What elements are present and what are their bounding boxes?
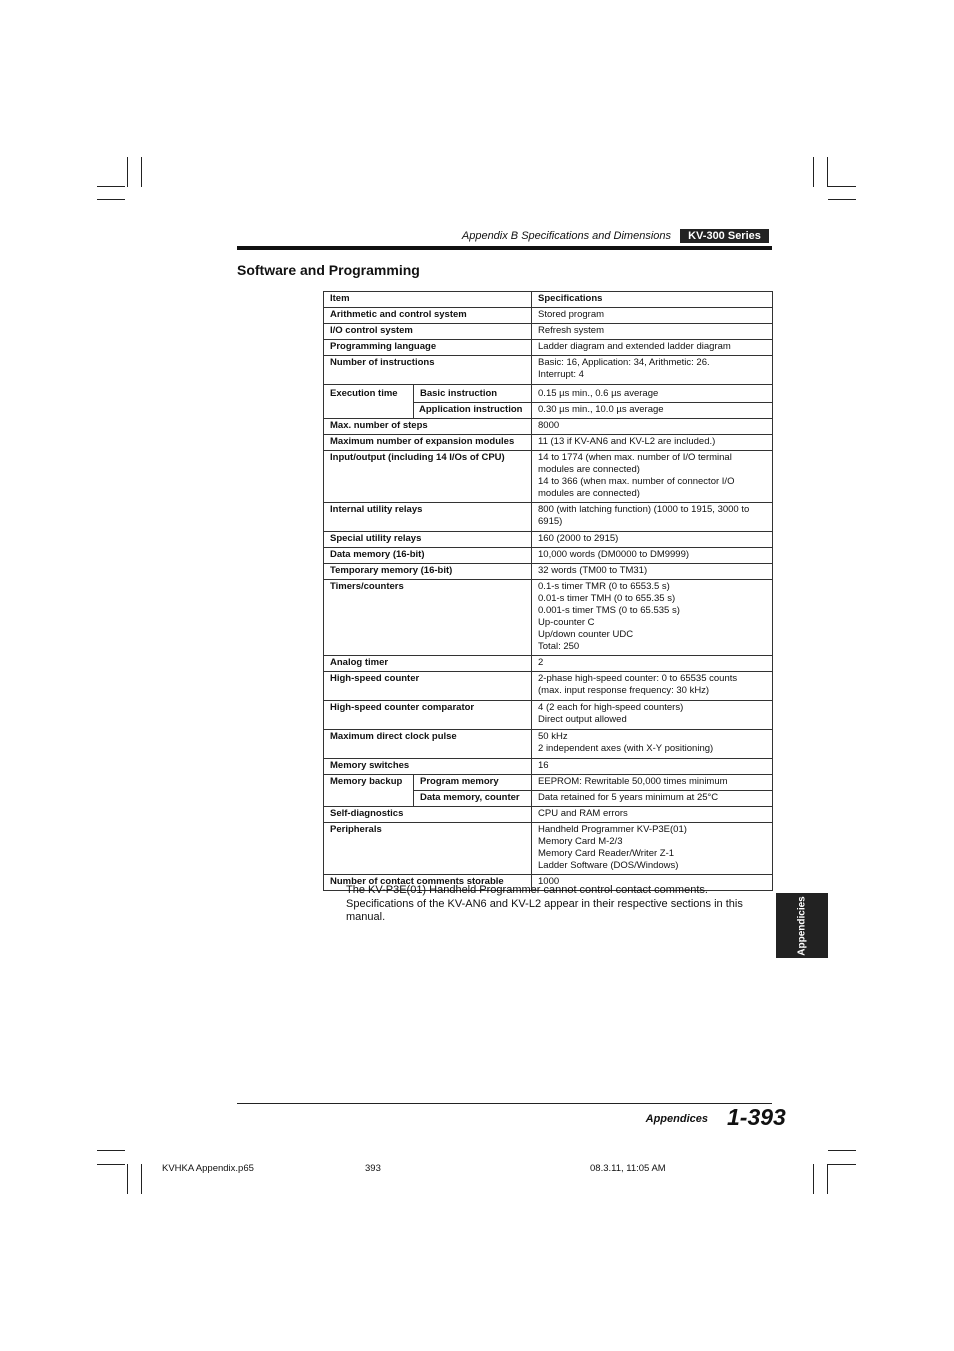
table-row: [324, 451, 773, 503]
notes: [346, 884, 766, 925]
row-sublabel: Basic instruction: [414, 385, 532, 403]
row-value: 0.15 µs min., 0.6 µs average: [532, 385, 773, 403]
slug-file: KVHKA Appendix.p65: [162, 1163, 254, 1174]
row-label: Maximum number of expansion modules: [324, 435, 532, 451]
page-number: 1-393: [727, 1104, 786, 1130]
note-text: The KV-P3E(01) Handheld Programmer cannot control contact comments.: [346, 884, 708, 896]
header-rule: [237, 246, 772, 250]
table-row: [324, 701, 773, 730]
table-row: [324, 419, 773, 435]
table-row: [324, 532, 773, 548]
crop-mark: [827, 157, 828, 187]
row-label: Memory switches: [324, 759, 532, 775]
crop-mark: [97, 1150, 125, 1151]
row-label: Data memory (16-bit): [324, 548, 532, 564]
row-value: EEPROM: Rewritable 50,000 times minimum: [532, 775, 773, 791]
table-row: [324, 672, 773, 701]
row-value: 2-phase high-speed counter: 0 to 65535 counts (max. input response frequency: 30 kHz): [532, 672, 773, 701]
row-label: Arithmetic and control system: [324, 308, 532, 324]
side-tab-label: Appendicies: [796, 895, 808, 956]
table-row: [324, 340, 773, 356]
row-value: 2: [532, 656, 773, 672]
row-label: Number of instructions: [324, 356, 532, 385]
row-value: 800 (with latching function) (1000 to 1915, 3000 to 6915): [532, 503, 773, 532]
table-row: [324, 503, 773, 532]
row-value: Stored program: [532, 308, 773, 324]
header-item: Item: [324, 292, 532, 308]
footer-section: Appendices: [645, 1113, 708, 1125]
section-title: Software and Programming: [237, 262, 420, 278]
row-label: Analog timer: [324, 656, 532, 672]
side-tab: [776, 893, 828, 958]
crop-mark: [127, 1164, 128, 1194]
crop-mark: [97, 186, 125, 187]
row-value: Data retained for 5 years minimum at 25°C: [532, 791, 773, 807]
row-value: 0.1-s timer TMR (0 to 6553.5 s) 0.01-s timer TMH (0 to 655.35 s) 0.001-s timer TMS (0 to 65.535 s) Up-counter C Up/down counter UDC Total: 250: [532, 580, 773, 656]
crop-mark: [828, 186, 856, 187]
row-value: 32 words (TM00 to TM31): [532, 564, 773, 580]
table-row: [324, 823, 773, 875]
row-label: High-speed counter: [324, 672, 532, 701]
row-value: 0.30 µs min., 10.0 µs average: [532, 403, 773, 419]
row-label: Number of contact comments storable: [324, 875, 532, 891]
table-row: [324, 730, 773, 759]
row-label: Self-diagnostics: [324, 807, 532, 823]
row-value: CPU and RAM errors: [532, 807, 773, 823]
crop-mark: [127, 157, 128, 187]
row-value: Refresh system: [532, 324, 773, 340]
row-label: Special utility relays: [324, 532, 532, 548]
note-text: Specifications of the KV-AN6 and KV-L2 appear in their respective sections in this manual.: [346, 897, 743, 923]
row-value: 10,000 words (DM0000 to DM9999): [532, 548, 773, 564]
table-row: [324, 385, 773, 403]
table-row: [324, 308, 773, 324]
table-row: [324, 807, 773, 823]
row-label: Peripherals: [324, 823, 532, 875]
crop-mark: [141, 1164, 142, 1194]
row-sublabel: Program memory: [414, 775, 532, 791]
row-label: Internal utility relays: [324, 503, 532, 532]
crop-mark: [97, 1164, 125, 1165]
table-row: [324, 435, 773, 451]
row-value: 160 (2000 to 2915): [532, 532, 773, 548]
row-value: 14 to 1774 (when max. number of I/O terminal modules are connected) 14 to 366 (when max. number of connector I/O modules are connected): [532, 451, 773, 503]
crop-mark: [828, 1150, 856, 1151]
row-label: Programming language: [324, 340, 532, 356]
crop-mark: [813, 157, 814, 187]
crop-mark: [141, 157, 142, 187]
slug-timestamp: 08.3.11, 11:05 AM: [590, 1163, 666, 1174]
row-label: I/O control system: [324, 324, 532, 340]
row-label: Input/output (including 14 I/Os of CPU): [324, 451, 532, 503]
table-row: [324, 656, 773, 672]
series-badge: KV-300 Series: [680, 229, 769, 243]
table-row: [324, 356, 773, 385]
table-row: [324, 775, 773, 791]
row-label: Timers/counters: [324, 580, 532, 656]
row-label: Maximum direct clock pulse: [324, 730, 532, 759]
row-value: Ladder diagram and extended ladder diagram: [532, 340, 773, 356]
crop-mark: [813, 1164, 814, 1194]
table-row: [324, 548, 773, 564]
row-label: Memory backup: [324, 775, 414, 807]
crop-mark: [828, 199, 856, 200]
row-value: 8000: [532, 419, 773, 435]
row-value: 16: [532, 759, 773, 775]
crop-mark: [827, 1164, 828, 1194]
row-label: High-speed counter comparator: [324, 701, 532, 730]
row-value: 11 (13 if KV-AN6 and KV-L2 are included.): [532, 435, 773, 451]
slug-page: 393: [365, 1163, 381, 1174]
crop-mark: [828, 1164, 856, 1165]
spec-table: [323, 291, 773, 891]
running-header: Appendix B Specifications and Dimensions: [461, 230, 671, 242]
header-spec: Specifications: [532, 292, 773, 308]
row-value: 50 kHz 2 independent axes (with X-Y positioning): [532, 730, 773, 759]
table-row: [324, 580, 773, 656]
row-sublabel: Data memory, counter: [414, 791, 532, 807]
table-header-row: [324, 292, 773, 308]
table-row: [324, 324, 773, 340]
table-row: [324, 759, 773, 775]
row-value: 1000: [532, 875, 773, 891]
footer-rule: [237, 1103, 772, 1104]
table-row: [324, 564, 773, 580]
row-sublabel: Application instruction: [414, 403, 532, 419]
row-label: Execution time: [324, 385, 414, 419]
row-value: 4 (2 each for high-speed counters) Direct output allowed: [532, 701, 773, 730]
row-value: Handheld Programmer KV-P3E(01) Memory Card M-2/3 Memory Card Reader/Writer Z-1 Ladder Software (DOS/Windows): [532, 823, 773, 875]
row-label: Max. number of steps: [324, 419, 532, 435]
row-label: Temporary memory (16-bit): [324, 564, 532, 580]
crop-mark: [97, 199, 125, 200]
row-value: Basic: 16, Application: 34, Arithmetic: 26. Interrupt: 4: [532, 356, 773, 385]
